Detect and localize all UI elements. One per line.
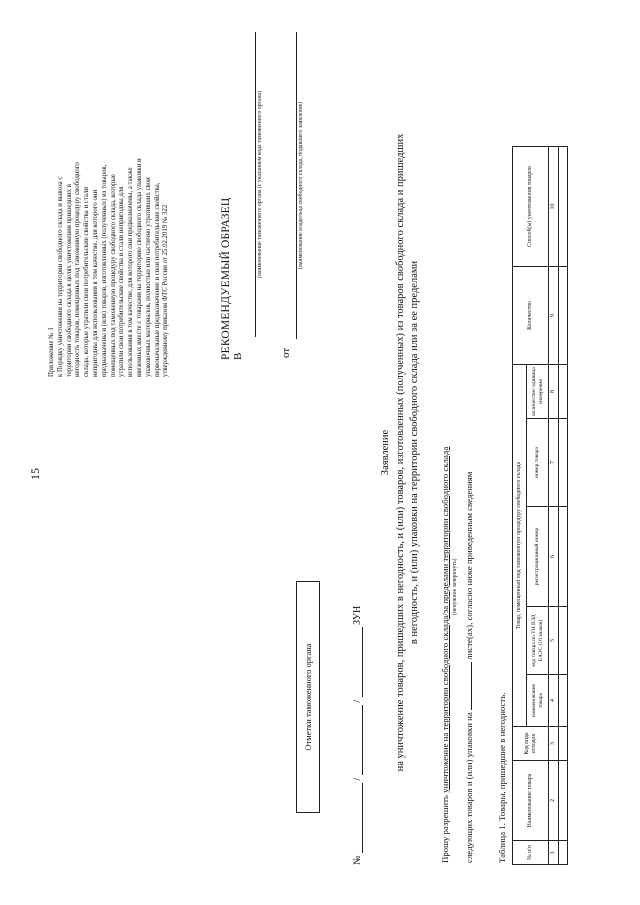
request-line2-start: следующих товаров и (или) упаковки на xyxy=(464,712,474,863)
table-cell[interactable] xyxy=(559,507,568,607)
appendix-line: ввезенных вместе с товарами на территорию свободного склада упаковки и xyxy=(135,158,143,377)
customs-marks-label: Отметки таможенного органа xyxy=(303,643,313,751)
column-number: 7 xyxy=(549,419,559,507)
appendix-line: упаковочных материалов, полностью или частично утративших свои xyxy=(144,177,152,377)
appendix-line: использования в том качестве, для которого они предназначены, а также xyxy=(127,167,135,377)
table-cell[interactable] xyxy=(559,267,568,365)
to-field-line[interactable] xyxy=(255,32,256,337)
appendix-note xyxy=(48,41,171,377)
table-caption: Таблица 1. Товары, пришедшие в негодность. xyxy=(497,692,507,863)
to-label: В xyxy=(232,352,244,360)
header-quantity: Количество xyxy=(513,267,549,365)
header-destruction-methods: Способ(ы) уничтожения товаров xyxy=(513,147,549,267)
header-sub-item-number: номер товара xyxy=(527,419,549,507)
page-number: 15 xyxy=(28,468,42,480)
column-number: 2 xyxy=(549,761,559,841)
header-free-warehouse-goods: Товар, помещенный под таможенную процедуру свободного склада xyxy=(513,365,527,727)
table-cell[interactable] xyxy=(559,761,568,841)
table-row-empty xyxy=(559,147,568,865)
column-number: 9 xyxy=(549,267,559,365)
request-line-2 xyxy=(463,472,474,863)
table-cell[interactable] xyxy=(559,675,568,727)
number-sign: № xyxy=(352,855,363,865)
document-title: Заявление xyxy=(380,429,391,476)
header-sub-goods-name: наименование товара xyxy=(527,675,549,727)
column-number: 10 xyxy=(549,147,559,267)
sheets-count-field[interactable] xyxy=(463,662,472,710)
recommended-label: РЕКОМЕНДУЕМЫЙ ОБРАЗЕЦ xyxy=(220,197,232,360)
column-number: 6 xyxy=(549,507,559,607)
appendix-line: Приложение № 1 xyxy=(48,327,55,377)
request-options: уничтожение на территории свободного склада/за пределами территории свободного склада xyxy=(440,446,450,793)
column-number: 1 xyxy=(549,841,559,865)
number-separator: / xyxy=(352,777,363,781)
number-separator: / xyxy=(352,699,363,703)
recommended-sample-heading xyxy=(220,198,244,360)
appendix-line: негодность товаров, помещенных под таможенную процедуру свободного xyxy=(74,162,82,377)
document-subtitle-line2: в негодность, и (или) упаковки на территории свободного склада или за ее пределами xyxy=(409,260,420,645)
request-caption: (ненужное зачеркнуть) xyxy=(452,558,458,615)
from-field-caption: (наименование владельца свободного склада, подавшего заявление) xyxy=(298,101,304,270)
number-field-1[interactable] xyxy=(352,783,363,853)
to-field-caption: (наименование таможенного органа (с указанием кода таможенного органа) xyxy=(257,90,263,279)
appendix-line: предназначены и (или) товаров, изготовленных (полученных) из товаров, xyxy=(100,164,108,377)
header-sub-hs-code: код товара по ТН ВЭД ЕАЭС (10 знаков) xyxy=(527,607,549,675)
appendix-line: утвержденному приказом ФТС России от 25.02.2019 № 322 xyxy=(162,204,170,377)
from-field-line[interactable] xyxy=(296,32,297,339)
appendix-line: первоначальные предназначение и свои потребительские свойства, xyxy=(153,182,161,377)
number-field-3[interactable] xyxy=(352,627,363,697)
column-number: 5 xyxy=(549,607,559,675)
table-row-column-numbers xyxy=(549,147,559,865)
table-cell[interactable] xyxy=(559,727,568,761)
table-cell[interactable] xyxy=(559,841,568,865)
appendix-line: к Порядку уничтожения на территории свободного склада и вывоза с xyxy=(56,176,64,377)
header-no: № п/п xyxy=(513,841,549,865)
column-number: 3 xyxy=(549,727,559,761)
appendix-line: непригодны для использования в том качестве, для которого они xyxy=(91,189,99,377)
request-prefix: Прошу разрешить xyxy=(440,795,450,863)
header-sub-quantity-unit: количество/ единица измерения xyxy=(527,365,549,419)
appendix-line: склада, которые утратили свои потребительские свойства и стали xyxy=(83,187,91,377)
goods-table xyxy=(512,146,568,865)
table-cell[interactable] xyxy=(559,147,568,267)
table-cell[interactable] xyxy=(559,365,568,419)
header-sub-registration-number: регистрационный номер xyxy=(527,507,549,607)
appendix-line: помещенных под таможенную процедуру свободного склада, которые xyxy=(109,174,117,377)
number-suffix: ЗУН xyxy=(352,605,363,625)
header-goods-name: Наименование товара xyxy=(513,761,549,841)
number-field-2[interactable] xyxy=(352,705,363,775)
application-number-row xyxy=(352,545,363,865)
appendix-line: утратили свои потребительские свойства и стали непригодны для xyxy=(118,186,126,377)
from-label: от xyxy=(280,347,292,358)
customs-marks-box xyxy=(296,581,320,813)
column-number: 4 xyxy=(549,675,559,727)
table-cell[interactable] xyxy=(559,419,568,507)
column-number: 8 xyxy=(549,365,559,419)
table-cell[interactable] xyxy=(559,607,568,675)
header-waste-code: Код вида отходов xyxy=(513,727,549,761)
document-subtitle-line1: на уничтожение товаров, пришедших в негодность, и (или) товаров, изготовленных (полученных) из товаров свободного склада и пришедших xyxy=(395,133,406,772)
appendix-line: территории свободного склада в целях уничтожения пришедших в xyxy=(65,184,73,377)
request-line xyxy=(440,447,450,863)
request-line2-end: листе(ах), согласно ниже приведенным сведениям xyxy=(464,471,474,660)
